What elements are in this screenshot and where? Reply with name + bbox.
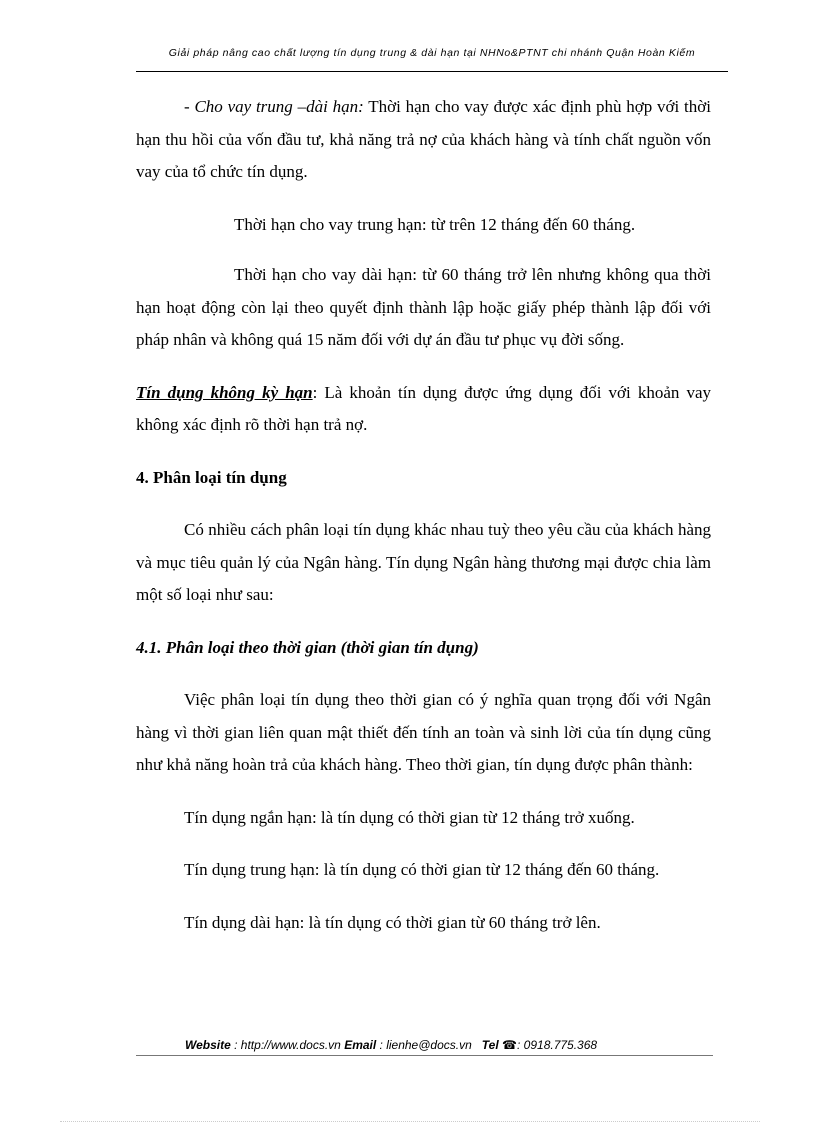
- tel-value: : 0918.775.368: [517, 1038, 598, 1052]
- subsection-heading: 4.1. Phân loại theo thời gian (thời gian tín dụng): [136, 637, 479, 657]
- phone-icon: ☎: [502, 1038, 517, 1052]
- paragraph-long-term-credit: Tín dụng dài hạn: là tín dụng có thời gian từ 60 tháng trở lên.: [184, 912, 601, 932]
- paragraph-medium-term-credit: Tín dụng trung hạn: là tín dụng có thời gian từ 12 tháng đến 60 tháng.: [184, 860, 660, 879]
- paragraph-time-classification: Việc phân loại tín dụng theo thời gian có ý nghĩa quan trọng đối với Ngân hàng vì thời gian liên quan mật thiết đến tính an toàn và sinh lời của tín dụng cũng như khả năng hoàn trả của khách hàng. Theo thời gian, tín dụng được phân thành:: [136, 690, 711, 774]
- page-bottom-border: [60, 1121, 760, 1122]
- paragraph-lead: - Cho vay trung –dài hạn:: [184, 97, 364, 116]
- tel-label: Tel: [481, 1038, 499, 1052]
- footer-divider: [136, 1055, 713, 1056]
- paragraph-long-term: Thời hạn cho vay dài hạn: từ 60 tháng trở lên nhưng không qua thời hạn hoạt động còn lại theo quyết định thành lập hoặc giấy phép thành lập đối với pháp nhân và không quá 15 năm đối với dự án đầu tư phục vụ đời sống.: [136, 265, 711, 349]
- paragraph-text: Thời hạn cho vay được xác định phù hợp với thời hạn thu hồi của vốn đầu tư, khả năng trả nợ của khách hàng và tính chất nguồn vốn vay của tổ chức tín dụng.: [136, 97, 711, 181]
- document-body: [136, 91, 711, 939]
- email-label: Email: [344, 1038, 377, 1052]
- email-link[interactable]: : lienhe@docs.vn: [376, 1038, 472, 1052]
- website-label: Website: [185, 1038, 231, 1052]
- paragraph-no-term-credit: [136, 377, 711, 442]
- paragraph-medium-term: Thời hạn cho vay trung hạn: từ trên 12 tháng đến 60 tháng.: [234, 214, 636, 234]
- running-header: Giải pháp nâng cao chất lượng tín dụng trung & dài hạn tại NHNo&PTNT chi nhánh Quận Hoàn Kiếm: [168, 47, 696, 59]
- paragraph-classification-intro: Có nhiều cách phân loại tín dụng khác nhau tuỳ theo yêu cầu của khách hàng và mục tiêu quản lý của Ngân hàng. Tín dụng Ngân hàng thương mại được chia làm một số loại như sau:: [136, 520, 711, 604]
- paragraph-short-term-credit: Tín dụng ngắn hạn: là tín dụng có thời gian từ 12 tháng trở xuống.: [184, 807, 635, 827]
- header-divider: [136, 71, 728, 72]
- section-heading: 4. Phân loại tín dụng: [136, 467, 287, 487]
- paragraph-text: : Là khoản tín dụng được ứng dụng đối với khoản vay không xác định rõ thời hạn trả nợ.: [136, 382, 711, 434]
- website-link[interactable]: : http://www.docs.vn: [230, 1038, 341, 1052]
- defined-term: Tín dụng không kỳ hạn: [136, 382, 313, 402]
- paragraph-medium-long-term-loans: [136, 91, 711, 189]
- page-footer: [185, 1038, 597, 1052]
